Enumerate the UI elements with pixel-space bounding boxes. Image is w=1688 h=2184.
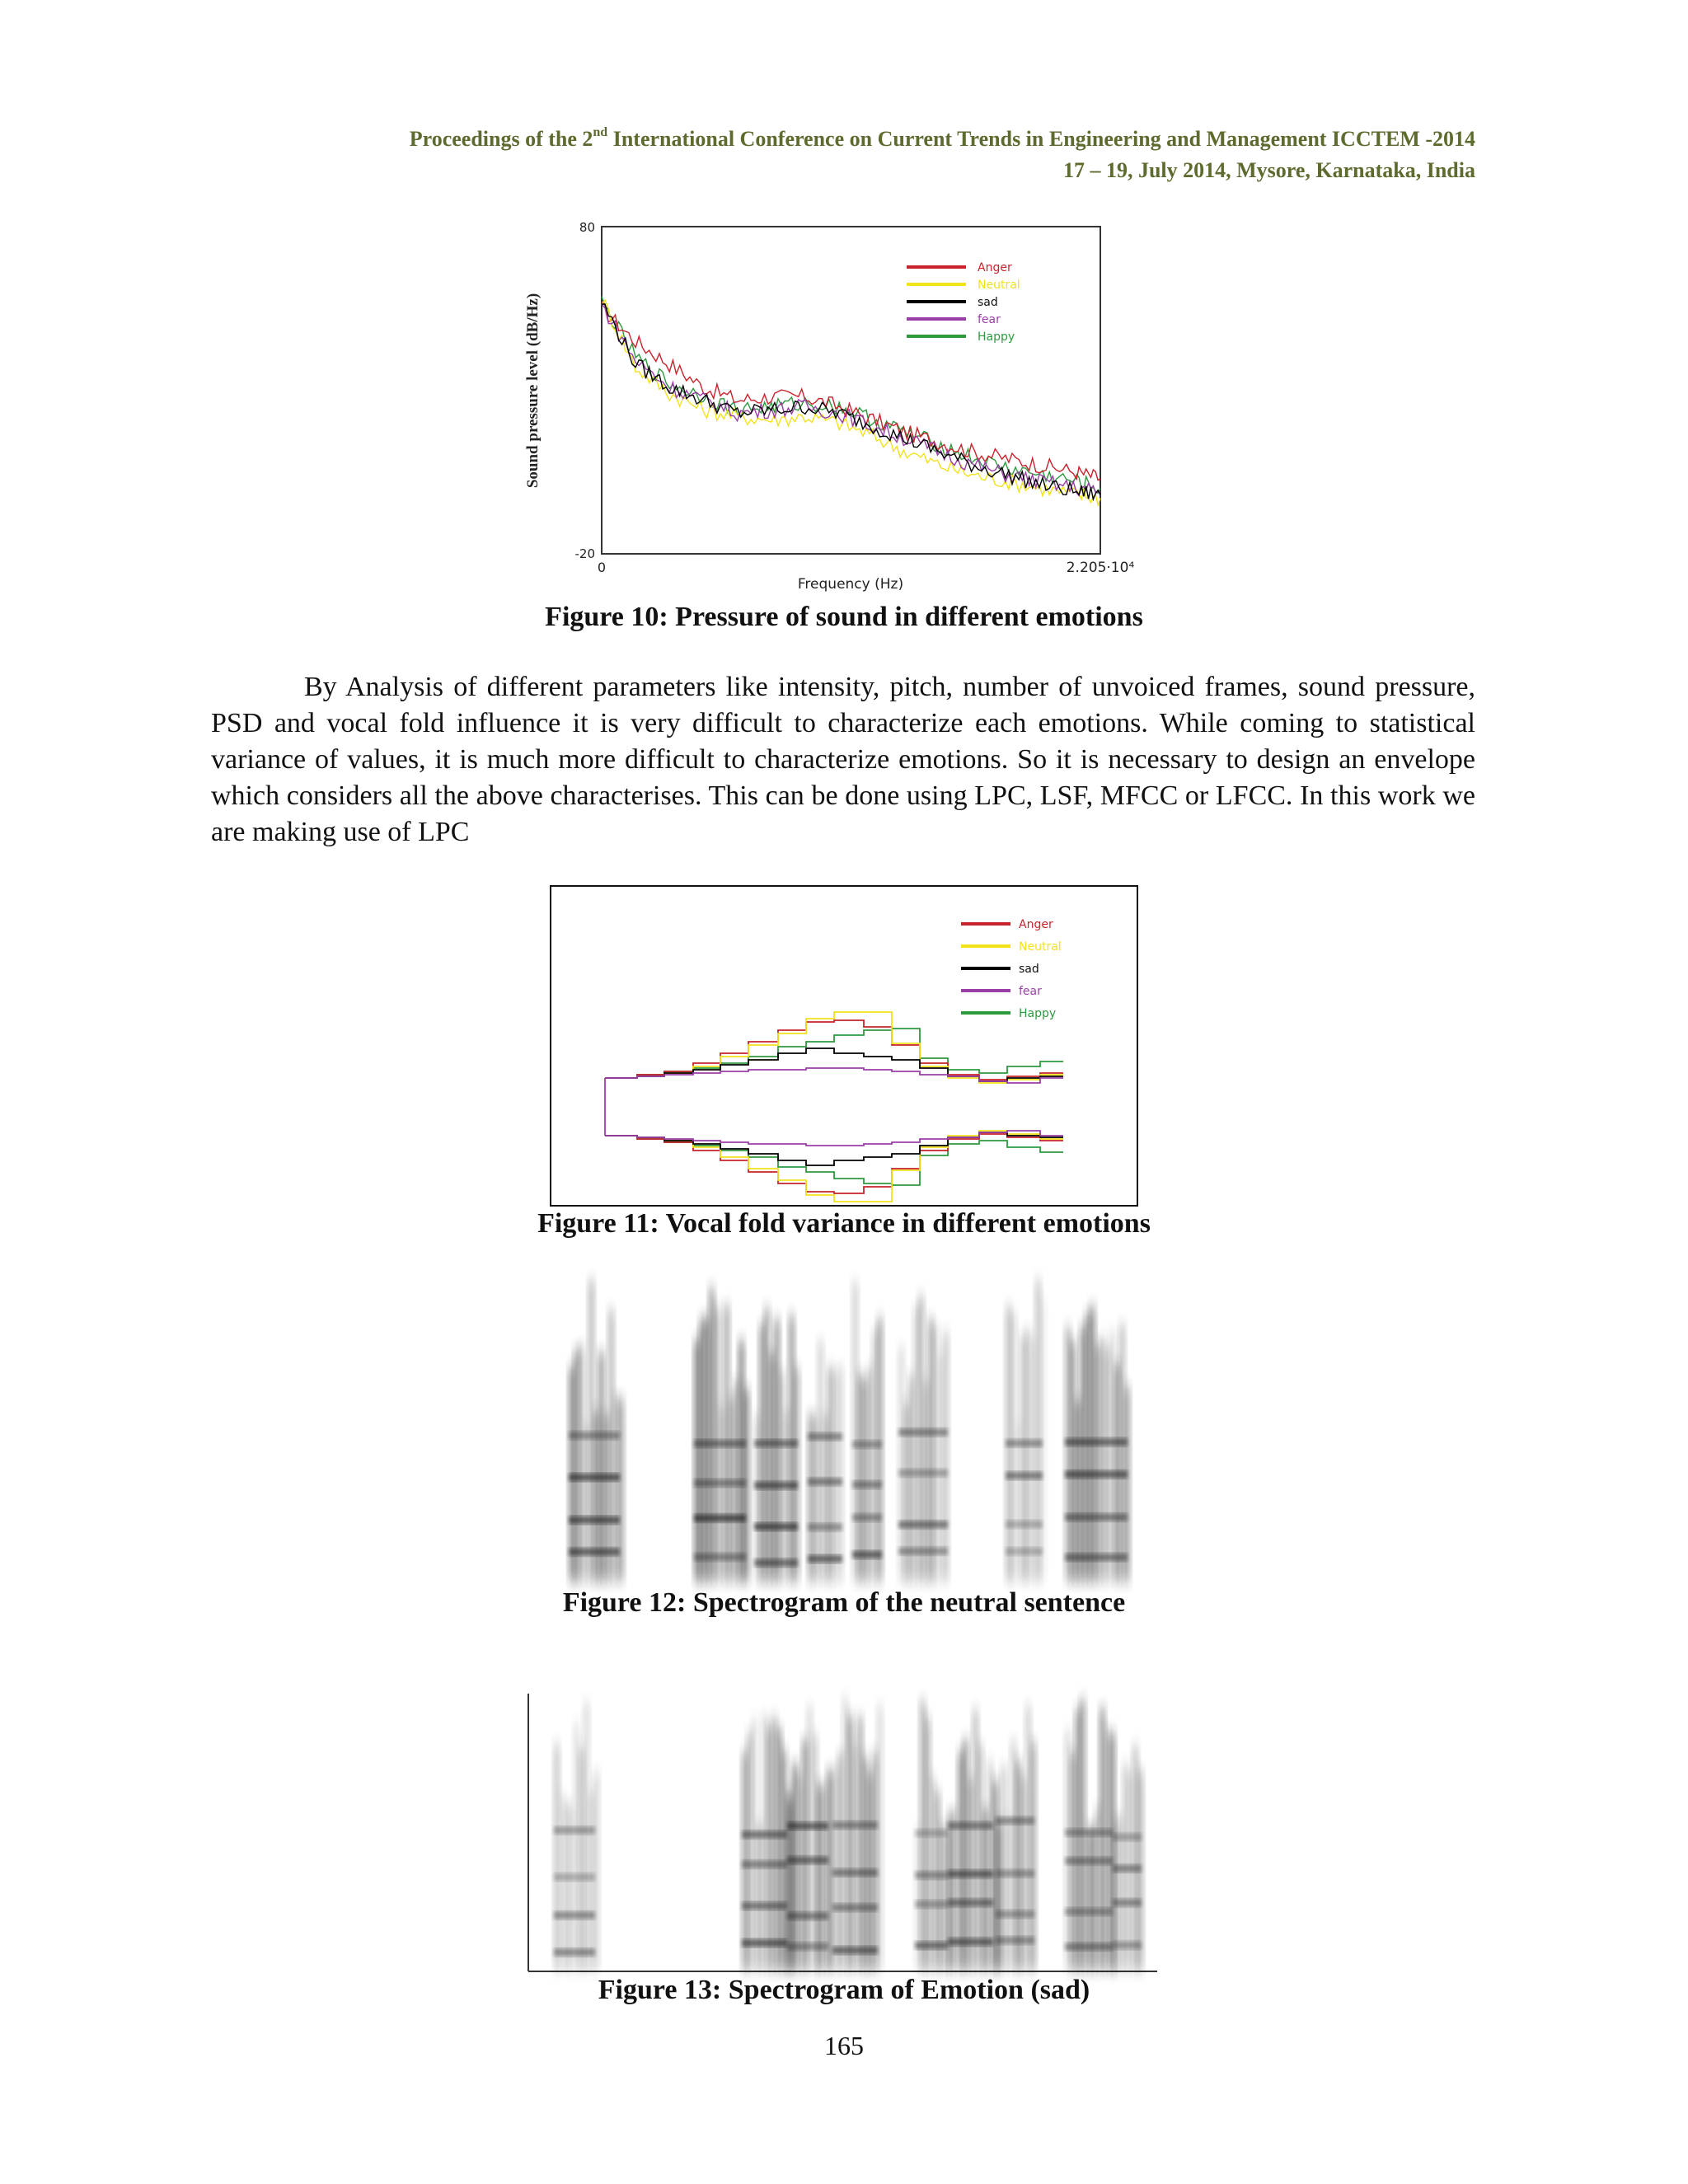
- fig13-energy-column: [827, 1770, 832, 1970]
- fig10-y-tick-top: 80: [579, 220, 595, 235]
- fig13-formant-band: [1113, 1865, 1142, 1872]
- fig13-energy-column: [996, 1822, 1001, 1970]
- fig13-energy-column: [877, 1706, 883, 1970]
- fig10-legend-label-anger: Anger: [978, 261, 1012, 274]
- fig13-energy-column: [1006, 1817, 1011, 1970]
- fig13-energy-column: [1104, 1732, 1110, 1970]
- fig11-legend-label-fear: fear: [1019, 985, 1042, 998]
- fig10-legend-label-sad: sad: [978, 296, 998, 309]
- fig13-energy-column: [807, 1706, 813, 1970]
- fig11-legend-label-sad: sad: [1019, 963, 1039, 976]
- page-number: 165: [824, 2031, 864, 2060]
- fig13-energy-column: [767, 1726, 772, 1970]
- fig13-energy-column: [593, 1772, 599, 1970]
- header-line-1: Proceedings of the 2nd International Conference on Current Trends in Engineering and Management ICCTEM -2014: [409, 125, 1475, 151]
- fig13-energy-column: [752, 1718, 757, 1970]
- fig13-formant-band: [1113, 1942, 1142, 1949]
- fig13-energy-column: [781, 1750, 787, 1970]
- fig13-energy-column: [1100, 1708, 1105, 1970]
- fig13-formant-band: [832, 1904, 878, 1911]
- fig10-x-label: Frequency (Hz): [797, 576, 904, 593]
- figure-11-caption: Figure 11: Vocal fold variance in different emotions: [537, 1208, 1151, 1239]
- fig13-energy-column: [559, 1793, 565, 1970]
- fig13-formant-band: [996, 1937, 1034, 1944]
- fig13-formant-band: [996, 1817, 1034, 1825]
- fig13-energy-column: [554, 1744, 560, 1970]
- fig13-formant-band: [742, 1830, 787, 1838]
- fig13-energy-column: [817, 1784, 823, 1970]
- fig13-energy-column: [1132, 1746, 1138, 1970]
- fig13-energy-column: [842, 1697, 848, 1970]
- fig11-legend-label-anger: Anger: [1019, 918, 1053, 931]
- figure-13-caption: Figure 13: Spectrogram of Emotion (sad): [598, 1975, 1090, 2005]
- fig13-energy-column: [1075, 1709, 1081, 1970]
- fig13-formant-band: [915, 1900, 948, 1908]
- fig13-formant-band: [915, 1830, 948, 1837]
- fig13-energy-column: [574, 1723, 579, 1970]
- fig13-formant-band: [1113, 1833, 1142, 1840]
- fig13-energy-column: [953, 1810, 959, 1970]
- fig13-energy-column: [1065, 1731, 1071, 1970]
- fig11-legend-label-happy: Happy: [1019, 1007, 1057, 1020]
- fig13-formant-band: [787, 1943, 828, 1950]
- fig13-energy-column: [747, 1732, 753, 1970]
- figure-12-caption: Figure 12: Spectrogram of the neutral sentence: [562, 1587, 1126, 1618]
- fig13-energy-column: [802, 1740, 808, 1970]
- fig13-energy-column: [872, 1752, 878, 1970]
- fig13-energy-column: [584, 1703, 589, 1970]
- fig13-formant-band: [915, 1872, 948, 1879]
- fig13-formant-band: [832, 1821, 878, 1829]
- fig13-energy-column: [797, 1777, 803, 1970]
- header-line-2: 17 – 19, July 2014, Mysore, Karnataka, India: [1062, 158, 1475, 182]
- fig13-energy-column: [1030, 1742, 1036, 1970]
- fig13-energy-column: [812, 1735, 818, 1970]
- fig10-legend-label-fear: fear: [978, 313, 1001, 326]
- fig13-energy-column: [978, 1745, 983, 1970]
- fig13-formant-band: [787, 1822, 828, 1830]
- fig13-energy-column: [925, 1718, 931, 1970]
- fig13-formant-band: [787, 1857, 828, 1864]
- fig13-energy-column: [837, 1753, 843, 1970]
- fig10-legend-label-neutral: Neutral: [978, 279, 1020, 292]
- fig13-energy-column: [963, 1740, 968, 1970]
- fig13-energy-column: [792, 1764, 798, 1970]
- fig10-legend-label-happy: Happy: [978, 330, 1015, 344]
- fig13-formant-band: [832, 1869, 878, 1877]
- fig13-energy-column: [847, 1716, 853, 1970]
- body-paragraph: By Analysis of different parameters like intensity, pitch, number of unvoiced frames, sound pressure, PSD and vocal fold influence it is very difficult to characterize each emotions. While coming to statistical variance of values, it is much more difficult to characterize emotions. So it is necessary to design an envelope which considers all the above characterises. This can be done using LPC, LSF, MFCC or LFCC. In this work we are making use of LPC: [211, 672, 1475, 847]
- fig13-energy-column: [579, 1748, 584, 1970]
- fig13-energy-column: [958, 1751, 964, 1970]
- fig13-formant-band: [832, 1947, 878, 1954]
- fig13-energy-column: [771, 1716, 777, 1970]
- fig10-y-label: Sound pressure level (dB/Hz): [524, 293, 542, 489]
- fig13-formant-band: [996, 1910, 1034, 1918]
- fig13-energy-column: [588, 1793, 594, 1970]
- fig13-energy-column: [973, 1710, 978, 1970]
- fig13-energy-column: [857, 1717, 863, 1970]
- fig13-formant-band: [742, 1939, 787, 1947]
- fig13-formant-band: [1113, 1899, 1142, 1906]
- fig13-energy-column: [1010, 1741, 1016, 1970]
- fig10-y-tick-bottom: -20: [574, 546, 595, 561]
- fig13-energy-column: [948, 1812, 954, 1970]
- fig13-formant-band: [787, 1912, 828, 1919]
- fig13-energy-column: [1025, 1705, 1031, 1970]
- fig13-formant-band: [554, 1826, 595, 1834]
- fig10-x-tick-right: 2.205·10⁴: [1066, 560, 1135, 576]
- fig13-energy-column: [776, 1728, 782, 1970]
- fig13-formant-band: [742, 1861, 787, 1868]
- fig10-x-tick-left: 0: [597, 560, 607, 575]
- fig13-energy-column: [757, 1825, 762, 1970]
- fig11-legend-label-neutral: Neutral: [1019, 940, 1062, 954]
- fig13-formant-band: [554, 1948, 595, 1956]
- fig13-energy-column: [852, 1746, 858, 1970]
- fig13-formant-band: [554, 1911, 595, 1919]
- fig13-energy-column: [762, 1714, 767, 1970]
- fig13-energy-column: [862, 1755, 868, 1970]
- fig13-energy-column: [822, 1786, 828, 1970]
- fig13-formant-band: [554, 1873, 595, 1881]
- figure-10-caption: Figure 10: Pressure of sound in different emotions: [545, 602, 1143, 632]
- fig13-formant-band: [742, 1902, 787, 1910]
- fig13-formant-band: [996, 1870, 1034, 1877]
- fig13-formant-band: [915, 1942, 948, 1949]
